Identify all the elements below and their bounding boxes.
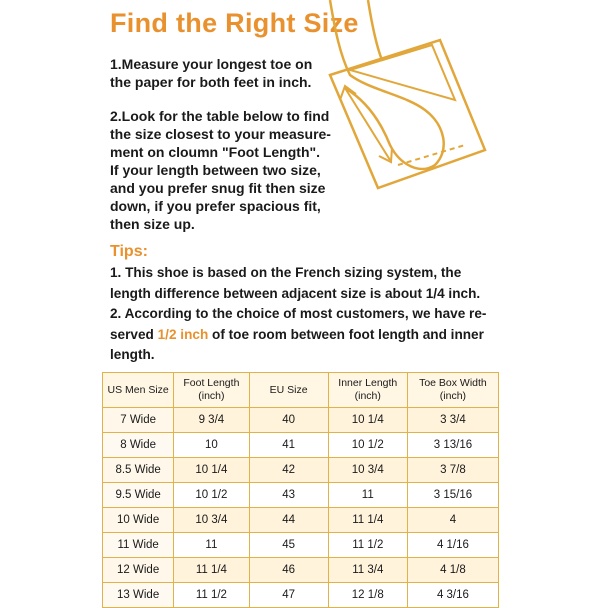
instruction-step-1: 1.Measure your longest toe on the paper for both feet in inch. <box>110 56 313 90</box>
tip-2-post: of toe room between foot length and inner length. <box>110 326 484 362</box>
table-cell: 8.5 Wide <box>103 458 174 483</box>
instruction-step-2: 2.Look for the table below to find the size closest to your measure- ment on cloumn "Foot Length". If your length between two size, and you prefer snug fit then size down, if you prefer spacious fit, then size up. <box>110 108 331 232</box>
tip-2-highlight: 1/2 inch <box>157 326 209 342</box>
page-title: Find the Right Size <box>110 8 359 38</box>
table-cell: 11 1/4 <box>174 558 249 583</box>
table-cell: 10 <box>174 433 249 458</box>
tip-2-pre: 2. According to the choice of most customers, we have re- served <box>110 306 487 342</box>
table-row <box>103 408 499 433</box>
table-cell: 47 <box>249 583 328 608</box>
tips-heading: Tips: <box>110 243 148 260</box>
table-cell: 10 1/4 <box>174 458 249 483</box>
table-cell: 13 Wide <box>103 583 174 608</box>
header-toe-box-width: Toe Box Width (inch) <box>407 373 498 408</box>
table-cell: 7 Wide <box>103 408 174 433</box>
tips-text <box>110 263 490 366</box>
table-cell: 45 <box>249 533 328 558</box>
table-cell: 4 1/16 <box>407 533 498 558</box>
table-cell: 4 1/8 <box>407 558 498 583</box>
table-cell: 10 1/2 <box>328 433 407 458</box>
table-header-row <box>103 373 499 408</box>
table-cell: 42 <box>249 458 328 483</box>
table-cell: 4 <box>407 508 498 533</box>
header-inner-length: Inner Length (inch) <box>328 373 407 408</box>
table-row <box>103 558 499 583</box>
table-cell: 11 3/4 <box>328 558 407 583</box>
table-cell: 3 3/4 <box>407 408 498 433</box>
table-cell: 11 <box>174 533 249 558</box>
table-cell: 10 3/4 <box>328 458 407 483</box>
table-cell: 44 <box>249 508 328 533</box>
table-cell: 9.5 Wide <box>103 483 174 508</box>
table-row <box>103 458 499 483</box>
table-cell: 12 Wide <box>103 558 174 583</box>
header-foot-length: Foot Length (inch) <box>174 373 249 408</box>
table-cell: 3 15/16 <box>407 483 498 508</box>
table-cell: 11 1/2 <box>328 533 407 558</box>
table-row <box>103 583 499 608</box>
header-eu-size: EU Size <box>249 373 328 408</box>
table-cell: 40 <box>249 408 328 433</box>
tip-1: 1. This shoe is based on the French sizing system, the length difference between adjacent size is about 1/4 inch. <box>110 265 481 301</box>
table-cell: 3 7/8 <box>407 458 498 483</box>
size-chart-table <box>102 372 499 608</box>
table-row <box>103 533 499 558</box>
table-cell: 11 <box>328 483 407 508</box>
table-cell: 43 <box>249 483 328 508</box>
table-cell: 10 1/4 <box>328 408 407 433</box>
table-row <box>103 508 499 533</box>
table-cell: 46 <box>249 558 328 583</box>
table-cell: 11 Wide <box>103 533 174 558</box>
table-cell: 10 1/2 <box>174 483 249 508</box>
table-cell: 11 1/2 <box>174 583 249 608</box>
table-cell: 11 1/4 <box>328 508 407 533</box>
header-us-men-size: US Men Size <box>103 373 174 408</box>
table-cell: 10 Wide <box>103 508 174 533</box>
table-cell: 41 <box>249 433 328 458</box>
table-row <box>103 483 499 508</box>
table-cell: 9 3/4 <box>174 408 249 433</box>
table-cell: 12 1/8 <box>328 583 407 608</box>
table-cell: 4 3/16 <box>407 583 498 608</box>
table-row <box>103 433 499 458</box>
table-cell: 3 13/16 <box>407 433 498 458</box>
table-cell: 10 3/4 <box>174 508 249 533</box>
table-cell: 8 Wide <box>103 433 174 458</box>
